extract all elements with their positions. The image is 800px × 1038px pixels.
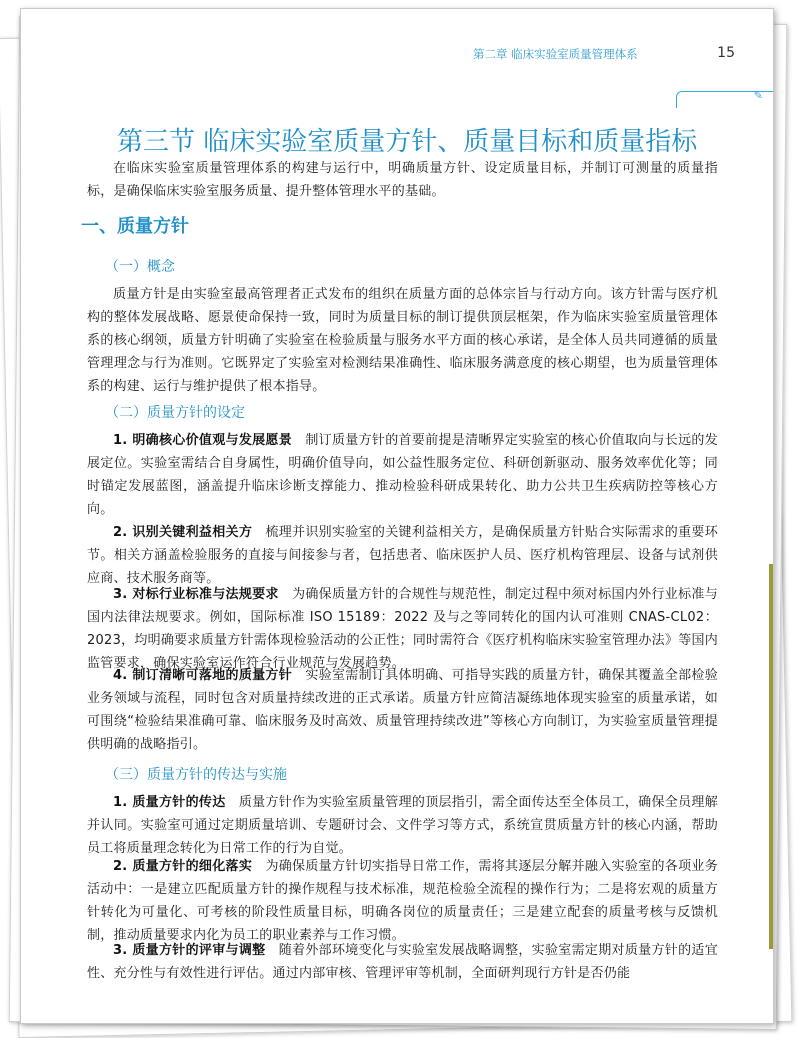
item-text: 质量方针作为实验室质量管理的顶层指引，需全面传达至全体员工，确保全员理解并认同。实验室可通过定期质量培训、专题研讨会、文件学习等方式，系统宣贯质量方针的核心内涵，帮助员工将质量理念转化为日常工作的行为自觉。	[87, 795, 718, 856]
page-edge-marker	[769, 564, 774, 949]
header-decoration	[676, 91, 773, 108]
item-lead: 3. 对标行业标准与法规要求	[113, 587, 279, 602]
pen-icon: ✎	[753, 89, 763, 102]
subheading-communication: （三）质量方针的传达与实施	[105, 767, 287, 783]
impl-item-2	[87, 855, 718, 947]
item-lead: 2. 质量方针的细化落实	[113, 859, 253, 874]
item-text: 实验室需制订具体明确、可指导实践的质量方针，确保其覆盖全部检验业务领域与流程，同时包含对质量持续改进的正式承诺。质量方针应简洁凝练地体现实验室的质量承诺，如可围绕“检验结果准确可靠、临床服务及时高效、质量管理持续改进”等核心方向制订，为实验室质量管理提供明确的战略指引。	[87, 668, 718, 752]
impl-item-1	[87, 791, 718, 860]
item-lead: 1. 质量方针的传达	[113, 795, 226, 810]
item-text: 为确保质量方针的合规性与规范性，制定过程中须对标国内外行业标准与国内法律法规要求。例如，国际标准 ISO 15189：2022 及与之等同转化的国内认可准则 CNAS-CL02：2023，均明确要求质量方针需体现检验活动的公正性；同时需符合《医疗机构临床实验室管理办法》等国内监管要求，确保实验室运作符合行业规范与发展趋势。	[87, 587, 718, 671]
item-lead: 2. 识别关键利益相关方	[113, 525, 253, 540]
item-text: 随着外部环境变化与实验室发展战略调整，实验室需定期对质量方针的适宜性、充分性与有效性进行评估。通过内部审核、管理评审等机制，全面研判现行方针是否仍能	[87, 943, 718, 981]
item-lead: 3. 质量方针的评审与调整	[113, 943, 266, 958]
book-page	[20, 8, 774, 1024]
page-number: 15	[717, 45, 735, 61]
setting-item-1	[87, 429, 718, 521]
subheading-policy-setting: （二）质量方针的设定	[105, 405, 245, 421]
heading-quality-policy: 一、质量方针	[81, 216, 189, 237]
setting-item-3	[87, 583, 718, 675]
setting-item-4	[87, 664, 718, 756]
item-text: 为确保质量方针切实指导日常工作，需将其逐层分解并融入实验室的各项业务活动中：一是建立匹配质量方针的操作规程与技术标准，规范检验全流程的操作行为；二是将宏观的质量方针转化为可量化、可考核的阶段性质量目标，明确各岗位的质量责任；三是建立配套的质量考核与反馈机制，推动质量要求内化为员工的职业素养与工作习惯。	[87, 859, 718, 943]
section-title: 第三节 临床实验室质量方针、质量目标和质量指标	[117, 127, 698, 157]
item-text: 梳理并识别实验室的关键利益相关方，是确保质量方针贴合实际需求的重要环节。相关方涵盖检验服务的直接与间接参与者，包括患者、临床医护人员、医疗机构管理层、设备与试剂供应商、技术服务商等。	[87, 525, 718, 586]
subheading-concept: （一）概念	[105, 259, 175, 275]
concept-paragraph: 质量方针是由实验室最高管理者正式发布的组织在质量方面的总体宗旨与行动方向。该方针需与医疗机构的整体发展战略、愿景使命保持一致，同时为质量目标的制订提供顶层框架，作为临床实验室质量管理体系的核心纲领，质量方针明确了实验室在检验质量与服务水平方面的核心承诺，是全体人员共同遵循的质量管理理念与行为准则。它既界定了实验室对检测结果准确性、临床服务满意度的核心期望，也为质量管理体系的构建、运行与维护提供了根本指导。	[87, 287, 718, 394]
item-lead: 4. 制订清晰可落地的质量方针	[113, 668, 293, 683]
setting-item-2	[87, 521, 718, 590]
impl-item-3	[87, 939, 718, 985]
intro-paragraph: 在临床实验室质量管理体系的构建与运行中，明确质量方针、设定质量目标，并制订可测量的质量指标，是确保临床实验室服务质量、提升整体管理水平的基础。	[87, 161, 718, 199]
item-lead: 1. 明确核心价值观与发展愿景	[113, 433, 293, 448]
item-text: 制订质量方针的首要前提是清晰界定实验室的核心价值取向与长远的发展定位。实验室需结合自身属性，明确价值导向，如公益性服务定位、科研创新驱动、服务效率优化等；同时锚定发展蓝图，涵盖提升临床诊断支撑能力、推动检验科研成果转化、助力公共卫生疾病防控等核心方向。	[87, 433, 718, 517]
running-header: 第二章 临床实验室质量管理体系	[473, 47, 638, 61]
